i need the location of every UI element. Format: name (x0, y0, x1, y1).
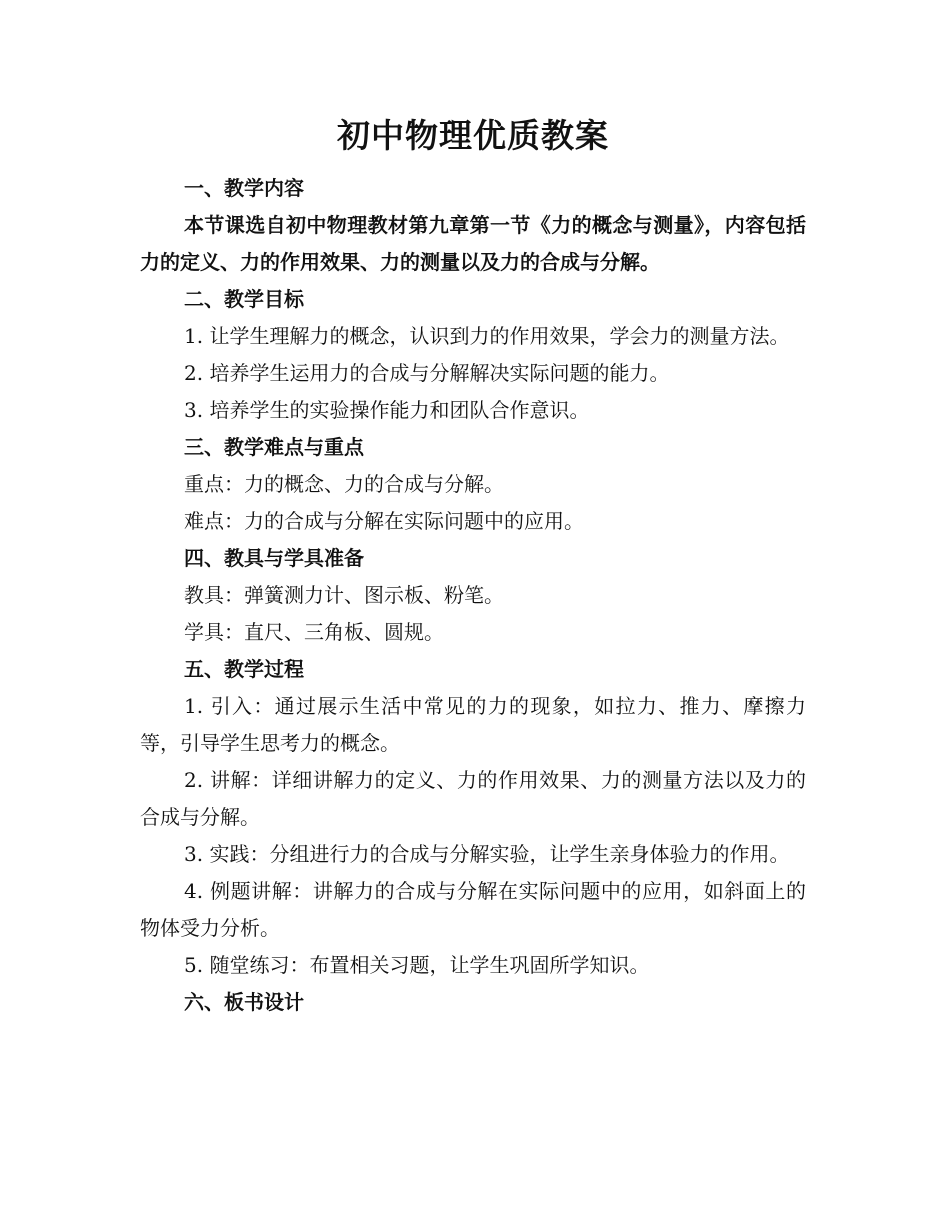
page-title: 初中物理优质教案 (337, 116, 609, 155)
section-heading: 五、教学过程 (184, 657, 304, 681)
section-heading: 二、教学目标 (184, 287, 304, 311)
document-blocks (140, 170, 806, 1021)
paragraph: 重点：力的概念、力的合成与分解。 (184, 472, 504, 496)
paragraph: 2. 培养学生运用力的合成与分解解决实际问题的能力。 (184, 361, 670, 385)
paragraph: 2. 讲解：详细讲解力的定义、力的作用效果、力的测量方法以及力的合成与分解。 (140, 768, 806, 829)
section-heading: 三、教学难点与重点 (184, 435, 364, 459)
paragraph: 教具：弹簧测力计、图示板、粉笔。 (184, 583, 504, 607)
section-heading: 六、板书设计 (184, 990, 304, 1014)
document-body (140, 112, 806, 1021)
paragraph: 3. 培养学生的实验操作能力和团队合作意识。 (184, 398, 590, 422)
paragraph: 1. 让学生理解力的概念，认识到力的作用效果，学会力的测量方法。 (184, 324, 790, 348)
paragraph: 难点：力的合成与分解在实际问题中的应用。 (184, 509, 584, 533)
paragraph: 3. 实践：分组进行力的合成与分解实验，让学生亲身体验力的作用。 (184, 842, 790, 866)
paragraph: 学具：直尺、三角板、圆规。 (184, 620, 444, 644)
paragraph: 5. 随堂练习：布置相关习题，让学生巩固所学知识。 (184, 953, 650, 977)
paragraph: 1. 引入：通过展示生活中常见的力的现象，如拉力、推力、摩擦力等，引导学生思考力的概念。 (140, 694, 806, 755)
section-heading: 一、教学内容 (184, 176, 304, 200)
section-heading: 四、教具与学具准备 (184, 546, 364, 570)
paragraph: 4. 例题讲解：讲解力的合成与分解在实际问题中的应用，如斜面上的物体受力分析。 (140, 879, 806, 940)
paragraph: 本节课选自初中物理教材第九章第一节《力的概念与测量》，内容包括力的定义、力的作用效果、力的测量以及力的合成与分解。 (140, 213, 806, 274)
